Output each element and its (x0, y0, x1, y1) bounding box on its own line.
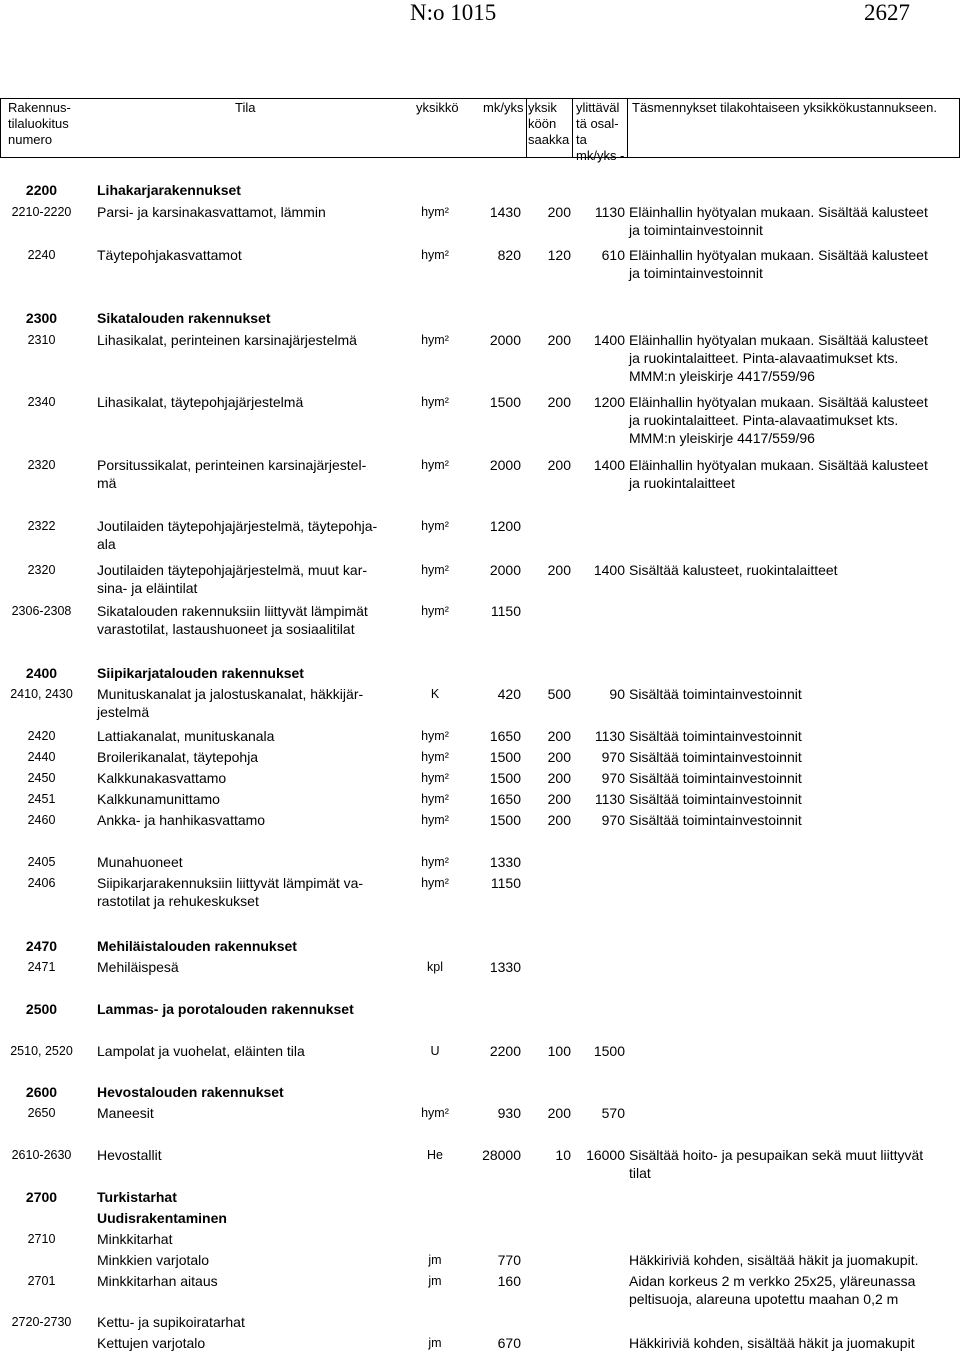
row-unit: hym² (421, 563, 449, 577)
row-unit-cost: 1650 (489, 728, 521, 744)
row-note: Eläinhallin hyötyalan mukaan. Sisältää kalusteet ja ruokintalaitteet. Pinta-alavaatimukset kts. MMM:n yleiskirje 4417/559/96 (629, 332, 928, 384)
document-number: N:o 1015 (410, 0, 497, 25)
row-name: Minkkien varjotalo (97, 1252, 210, 1268)
row-code: 2471 (27, 960, 56, 974)
row-excess-cost: 610 (601, 247, 625, 263)
row-threshold: 200 (547, 204, 571, 220)
row-name: Lampolat ja vuohelat, eläinten tila (97, 1043, 305, 1059)
row-note: Eläinhallin hyötyalan mukaan. Sisältää kalusteet ja toimintainvestoinnit (629, 204, 928, 238)
row-code: 2306-2308 (11, 604, 72, 618)
row-threshold: 200 (547, 791, 571, 807)
row-unit-cost: 1500 (489, 394, 521, 410)
row-code: 2310 (27, 333, 56, 347)
row-unit: hym² (421, 395, 449, 409)
row-code: 2300 (25, 310, 58, 326)
column-header (0, 98, 960, 163)
row-excess-cost: 970 (601, 749, 625, 765)
row-name: Sikatalouden rakennuksiin liittyvät lämpimät varastotilat, lastaushuoneet ja sosiaalitilat (97, 603, 368, 637)
row-name: Mehiläispesä (97, 959, 179, 975)
row-code: 2405 (27, 855, 56, 869)
page-header (0, 0, 960, 40)
row-unit-cost: 1150 (490, 603, 521, 619)
header-name: Tila (235, 100, 256, 115)
row-name: Joutilaiden täytepohjajärjestelmä, muut kar- sina- ja eläintilat (97, 562, 368, 596)
row-name: Munahuoneet (97, 854, 183, 870)
page-number: 2627 (864, 0, 910, 25)
row-code: 2701 (27, 1274, 56, 1288)
row-unit: hym² (421, 519, 449, 533)
row-note: Aidan korkeus 2 m verkko 25x25, yläreunassa peltisuoja, alareuna upotettu maahan 0,2 m (629, 1273, 916, 1307)
row-code: 2320 (27, 458, 56, 472)
row-excess-cost: 90 (609, 686, 625, 702)
row-code: 2510, 2520 (10, 1044, 73, 1058)
row-name: Ankka- ja hanhikasvattamo (97, 812, 266, 828)
row-threshold: 200 (547, 728, 571, 744)
row-unit: He (427, 1148, 443, 1162)
row-unit-cost: 930 (497, 1105, 521, 1121)
row-threshold: 200 (547, 562, 571, 578)
row-code: 2600 (25, 1084, 58, 1100)
row-name: Hevostalouden rakennukset (97, 1084, 284, 1100)
row-code: 2710 (27, 1232, 56, 1246)
row-threshold: 120 (547, 247, 571, 263)
row-excess-cost: 570 (601, 1105, 625, 1121)
row-unit-cost: 1150 (490, 875, 521, 891)
row-unit: jm (428, 1274, 442, 1288)
row-unit: kpl (427, 960, 443, 974)
row-threshold: 200 (547, 749, 571, 765)
row-code: 2610-2630 (11, 1148, 72, 1162)
row-note: Sisältää toimintainvestoinnit (629, 686, 802, 702)
row-unit-cost: 820 (497, 247, 521, 263)
column-divider (627, 98, 628, 158)
header-excess: ylittäväl tä osal- ta mk/yks - (576, 100, 625, 163)
header-price: mk/yks (483, 100, 524, 115)
row-unit-cost: 1430 (489, 204, 521, 220)
row-name: Lattiakanalat, munituskanala (97, 728, 275, 744)
row-unit: hym² (421, 205, 449, 219)
row-unit: hym² (421, 248, 449, 262)
row-unit-cost: 420 (497, 686, 521, 702)
row-name: Parsi- ja karsinakasvattamot, lämmin (97, 204, 326, 220)
header-unit: yksikkö (416, 100, 459, 115)
row-threshold: 200 (547, 332, 571, 348)
row-unit-cost: 770 (497, 1252, 521, 1268)
row-name: Maneesit (97, 1105, 154, 1121)
row-unit-cost: 28000 (482, 1147, 521, 1163)
row-threshold: 100 (547, 1043, 571, 1059)
row-name: Lihasikalat, täytepohjajärjestelmä (97, 394, 304, 410)
row-note: Sisältää kalusteet, ruokintalaitteet (629, 562, 838, 578)
row-code: 2210-2220 (11, 205, 72, 219)
row-excess-cost: 1400 (593, 332, 625, 348)
row-unit: jm (428, 1253, 442, 1267)
row-name: Kalkkunamunittamo (97, 791, 220, 807)
row-code: 2460 (27, 813, 56, 827)
row-code: 2500 (25, 1001, 58, 1017)
row-code: 2400 (25, 665, 58, 681)
row-unit: K (430, 687, 440, 701)
row-unit-cost: 2000 (489, 457, 521, 473)
row-name: Täytepohjakasvattamot (97, 247, 242, 263)
row-note: Sisältää toimintainvestoinnit (629, 812, 802, 828)
row-unit: hym² (421, 813, 449, 827)
row-unit: hym² (421, 604, 449, 618)
row-unit-cost: 1500 (489, 749, 521, 765)
row-excess-cost: 16000 (586, 1147, 625, 1163)
row-unit: hym² (421, 1106, 449, 1120)
row-excess-cost: 1130 (594, 728, 625, 744)
row-excess-cost: 970 (601, 770, 625, 786)
row-code: 2240 (27, 248, 56, 262)
row-threshold: 200 (547, 812, 571, 828)
row-unit: hym² (421, 750, 449, 764)
row-name: Uudisrakentaminen (97, 1210, 227, 1226)
row-name: Lihakarjarakennukset (97, 182, 241, 198)
row-name: Broilerikanalat, täytepohja (97, 749, 259, 765)
row-unit-cost: 160 (497, 1273, 521, 1289)
row-excess-cost: 1400 (593, 457, 625, 473)
row-unit: U (430, 1044, 440, 1058)
column-divider (526, 98, 527, 158)
row-excess-cost: 1500 (593, 1043, 625, 1059)
row-unit: hym² (421, 855, 449, 869)
row-name: Siipikarjatalouden rakennukset (97, 665, 304, 681)
row-name: Minkkitarhan aitaus (97, 1273, 218, 1289)
row-unit-cost: 2000 (489, 562, 521, 578)
row-code: 2410, 2430 (10, 687, 73, 701)
row-unit-cost: 2000 (489, 332, 521, 348)
row-unit-cost: 670 (497, 1335, 521, 1351)
row-unit-cost: 1500 (489, 770, 521, 786)
row-code: 2470 (25, 938, 58, 954)
row-note: Sisältää hoito- ja pesupaikan sekä muut liittyvät tilat (629, 1147, 924, 1181)
row-unit-cost: 1500 (489, 812, 521, 828)
row-threshold: 200 (547, 1105, 571, 1121)
row-name: Munituskanalat ja jalostuskanalat, häkkijär- jestelmä (97, 686, 364, 720)
row-excess-cost: 1200 (593, 394, 625, 410)
row-name: Siipikarjarakennuksiin liittyvät lämpimät va- rastotilat ja rehukeskukset (97, 875, 364, 909)
row-code: 2451 (27, 792, 56, 806)
row-note: Sisältää toimintainvestoinnit (629, 770, 802, 786)
row-code: 2420 (27, 729, 56, 743)
row-threshold: 200 (547, 770, 571, 786)
row-unit: hym² (421, 458, 449, 472)
row-unit-cost: 1200 (489, 518, 521, 534)
row-name: Joutilaiden täytepohjajärjestelmä, täytepohja- ala (97, 518, 378, 552)
row-code: 2406 (27, 876, 56, 890)
row-unit: hym² (421, 729, 449, 743)
header-threshold: yksik köön saakka (528, 100, 570, 147)
row-unit: hym² (421, 876, 449, 890)
row-unit-cost: 2200 (489, 1043, 521, 1059)
row-excess-cost: 970 (601, 812, 625, 828)
row-note: Sisältää toimintainvestoinnit (629, 791, 802, 807)
row-code: 2322 (27, 519, 56, 533)
row-note: Eläinhallin hyötyalan mukaan. Sisältää kalusteet ja toimintainvestoinnit (629, 247, 928, 281)
row-unit: hym² (421, 792, 449, 806)
row-name: Hevostallit (97, 1147, 162, 1163)
row-code: 2720-2730 (11, 1315, 72, 1329)
row-note: Sisältää toimintainvestoinnit (629, 728, 802, 744)
row-note: Sisältää toimintainvestoinnit (629, 749, 802, 765)
row-threshold: 500 (547, 686, 571, 702)
row-unit-cost: 1330 (489, 959, 521, 975)
column-divider (572, 98, 573, 158)
row-code: 2650 (27, 1106, 56, 1120)
row-name: Lammas- ja porotalouden rakennukset (97, 1001, 354, 1017)
row-name: Lihasikalat, perinteinen karsinajärjestelmä (97, 332, 357, 348)
row-note: Eläinhallin hyötyalan mukaan. Sisältää kalusteet ja ruokintalaitteet. Pinta-alavaatimukset kts. MMM:n yleiskirje 4417/559/96 (629, 394, 928, 446)
row-code: 2320 (27, 563, 56, 577)
row-unit: hym² (421, 771, 449, 785)
row-name: Mehiläistalouden rakennukset (97, 938, 297, 954)
row-excess-cost: 1130 (594, 204, 625, 220)
row-unit-cost: 1650 (489, 791, 521, 807)
row-name: Kettu- ja supikoiratarhat (97, 1314, 245, 1330)
row-code: 2450 (27, 771, 56, 785)
row-code: 2700 (25, 1189, 58, 1205)
row-name: Sikatalouden rakennukset (97, 310, 271, 326)
row-excess-cost: 1130 (594, 791, 625, 807)
row-name: Kettujen varjotalo (97, 1335, 206, 1351)
row-unit: jm (428, 1336, 442, 1350)
row-code: 2340 (27, 395, 56, 409)
row-note: Häkkiriviä kohden, sisältää häkit ja juomakupit. (629, 1252, 919, 1268)
row-threshold: 200 (547, 457, 571, 473)
row-code: 2200 (25, 182, 58, 198)
row-excess-cost: 1400 (593, 562, 625, 578)
header-note: Täsmennykset tilakohtaiseen yksikkökustannukseen. (632, 100, 937, 115)
row-unit: hym² (421, 333, 449, 347)
row-note: Eläinhallin hyötyalan mukaan. Sisältää kalusteet ja ruokintalaitteet (629, 457, 928, 491)
header-code: Rakennus- tilaluokitus numero (8, 100, 71, 147)
row-name: Kalkkunakasvattamo (97, 770, 227, 786)
row-name: Minkkitarhat (97, 1231, 173, 1247)
row-note: Häkkiriviä kohden, sisältää häkit ja juomakupit (629, 1335, 915, 1351)
row-code: 2440 (27, 750, 56, 764)
row-name: Porsitussikalat, perinteinen karsinajärjestel- mä (97, 457, 367, 491)
row-name: Turkistarhat (97, 1189, 177, 1205)
row-unit-cost: 1330 (489, 854, 521, 870)
row-threshold: 200 (547, 394, 571, 410)
row-threshold: 10 (555, 1147, 571, 1163)
